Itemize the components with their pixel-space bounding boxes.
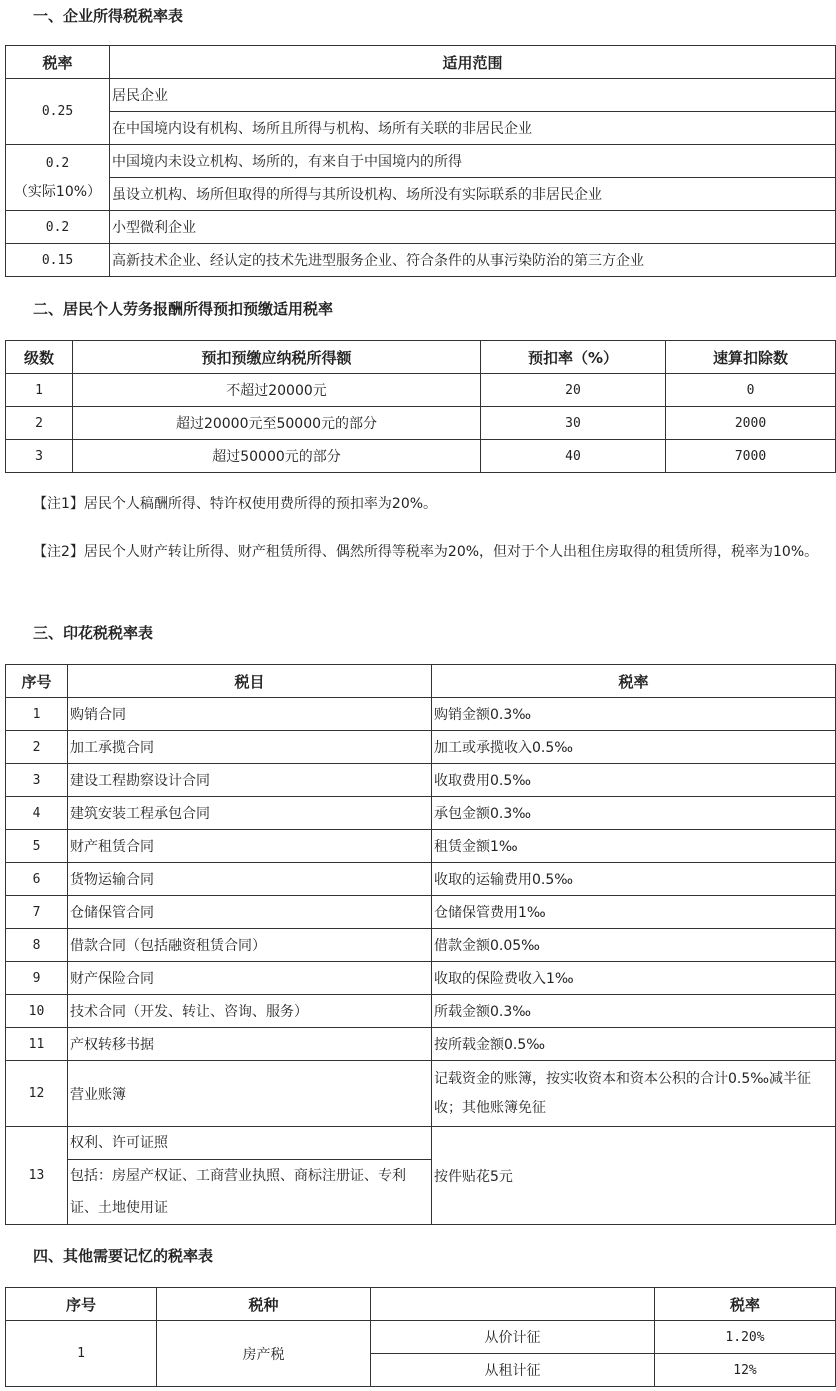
tax-item-cell: 建设工程勘察设计合同 (68, 764, 432, 797)
level-cell: 3 (6, 440, 73, 473)
tax-rate-cell: 所载金额0.3‰ (432, 995, 836, 1028)
header-tax-type: 税种 (157, 1288, 371, 1321)
table-row (6, 731, 836, 764)
table-row (6, 764, 836, 797)
rate-actual: （实际10%） (13, 183, 102, 200)
tax-type-cell: 房产税 (157, 1321, 371, 1387)
income-cell: 不超过20000元 (73, 374, 481, 407)
scope-cell: 中国境内未设立机构、场所的，有来自于中国境内的所得 (110, 145, 836, 178)
withholding-rate-cell: 40 (481, 440, 666, 473)
table-row (6, 896, 836, 929)
tax-rate-cell: 承包金额0.3‰ (432, 797, 836, 830)
table-row (6, 440, 836, 473)
stamp-tax-table (5, 664, 836, 1225)
tax-rate-cell: 仓储保管费用1‰ (432, 896, 836, 929)
withholding-rate-cell: 20 (481, 374, 666, 407)
section-2-title: 二、居民个人劳务报酬所得预扣预缴适用税率 (33, 300, 334, 318)
tax-rate-cell: 12% (655, 1354, 836, 1387)
scope-cell: 小型微利企业 (110, 211, 836, 244)
no-cell: 12 (6, 1061, 68, 1127)
header-rate: 税率 (6, 46, 110, 79)
header-level: 级数 (6, 341, 73, 374)
quick-deduction-cell: 2000 (666, 407, 836, 440)
tax-rate-cell: 记载资金的账簿，按实收资本和资本公积的合计0.5‰减半征收；其他账簿免征 (432, 1061, 836, 1127)
tax-item-cell: 购销合同 (68, 698, 432, 731)
rate-value: 0.2 (45, 155, 70, 171)
tax-item-cell: 仓储保管合同 (68, 896, 432, 929)
no-cell: 2 (6, 731, 68, 764)
note-1: 【注1】居民个人稿酬所得、特许权使用费所得的预扣率为20%。 (33, 496, 438, 512)
header-withholding-rate: 预扣率（%） (481, 341, 666, 374)
quick-deduction-cell: 0 (666, 374, 836, 407)
other-tax-table (5, 1287, 836, 1387)
tax-item-cell: 财产租赁合同 (68, 830, 432, 863)
no-cell: 9 (6, 962, 68, 995)
section-4-title: 四、其他需要记忆的税率表 (33, 1247, 214, 1265)
tax-item-cell: 财产保险合同 (68, 962, 432, 995)
no-cell: 10 (6, 995, 68, 1028)
basis-cell: 从租计征 (371, 1354, 655, 1387)
header-basis (371, 1288, 655, 1321)
no-cell: 13 (6, 1127, 68, 1225)
tax-rate-cell: 借款金额0.05‰ (432, 929, 836, 962)
tax-item-cell: 产权转移书据 (68, 1028, 432, 1061)
tax-rate-cell: 加工或承揽收入0.5‰ (432, 731, 836, 764)
header-income: 预扣预缴应纳税所得额 (73, 341, 481, 374)
basis-cell: 从价计征 (371, 1321, 655, 1354)
section-1-title: 一、企业所得税税率表 (33, 7, 184, 25)
quick-deduction-cell: 7000 (666, 440, 836, 473)
table-row (6, 1127, 836, 1225)
labor-remuneration-table (5, 340, 836, 473)
income-cell: 超过20000元至50000元的部分 (73, 407, 481, 440)
table-row (6, 1028, 836, 1061)
note-2: 【注2】居民个人财产转让所得、财产租赁所得、偶然所得等税率为20%，但对于个人出租住房取得的租赁所得，税率为10%。 (33, 544, 819, 560)
table-row (6, 995, 836, 1028)
withholding-rate-cell: 30 (481, 407, 666, 440)
header-tax-item: 税目 (68, 665, 432, 698)
table-row (6, 374, 836, 407)
table-row (6, 1061, 836, 1127)
tax-item-cell: 营业账簿 (68, 1061, 432, 1127)
tax-rate-cell: 按所载金额0.5‰ (432, 1028, 836, 1061)
table-row (6, 962, 836, 995)
corporate-income-tax-table (5, 45, 836, 277)
income-cell: 超过50000元的部分 (73, 440, 481, 473)
level-cell: 1 (6, 374, 73, 407)
tax-item-cell: 货物运输合同 (68, 863, 432, 896)
tax-item-cell: 建筑安装工程承包合同 (68, 797, 432, 830)
table-row (6, 863, 836, 896)
no-cell: 7 (6, 896, 68, 929)
tax-item-cell: 技术合同（开发、转让、咨询、服务） (68, 995, 432, 1028)
no-cell: 6 (6, 863, 68, 896)
table-row (6, 698, 836, 731)
scope-cell: 虽设立机构、场所但取得的所得与其所设机构、场所没有实际联系的非居民企业 (110, 178, 836, 211)
header-tax-rate: 税率 (432, 665, 836, 698)
rate-cell: 0.25 (6, 79, 110, 145)
table-row (6, 797, 836, 830)
rate-cell (6, 145, 110, 211)
no-cell: 5 (6, 830, 68, 863)
header-no: 序号 (6, 665, 68, 698)
rate-cell: 0.2 (6, 211, 110, 244)
scope-cell: 高新技术企业、经认定的技术先进型服务企业、符合条件的从事污染防治的第三方企业 (110, 244, 836, 277)
no-cell: 11 (6, 1028, 68, 1061)
table-row (6, 407, 836, 440)
no-cell: 8 (6, 929, 68, 962)
tax-item-line-2: 包括：房屋产权证、工商营业执照、商标注册证、专利证、土地使用证 (70, 1168, 406, 1216)
header-no: 序号 (6, 1288, 157, 1321)
table-row (6, 1321, 836, 1354)
level-cell: 2 (6, 407, 73, 440)
tax-item-cell (68, 1127, 432, 1225)
tax-item-line-1: 权利、许可证照 (68, 1127, 431, 1160)
no-cell: 4 (6, 797, 68, 830)
rate-cell: 0.15 (6, 244, 110, 277)
tax-rate-cell: 收取的运输费用0.5‰ (432, 863, 836, 896)
tax-item-cell: 借款合同（包括融资租赁合同） (68, 929, 432, 962)
tax-item-cell: 加工承揽合同 (68, 731, 432, 764)
no-cell: 1 (6, 698, 68, 731)
section-3-title: 三、印花税税率表 (33, 624, 154, 642)
tax-rate-cell: 租赁金额1‰ (432, 830, 836, 863)
no-cell: 1 (6, 1321, 157, 1387)
header-tax-rate: 税率 (655, 1288, 836, 1321)
table-row (6, 830, 836, 863)
header-quick-deduction: 速算扣除数 (666, 341, 836, 374)
tax-rate-cell: 按件贴花5元 (432, 1127, 836, 1225)
header-scope: 适用范围 (110, 46, 836, 79)
tax-rate-cell: 收取的保险费收入1‰ (432, 962, 836, 995)
scope-cell: 居民企业 (110, 79, 836, 112)
scope-cell: 在中国境内设有机构、场所且所得与机构、场所有关联的非居民企业 (110, 112, 836, 145)
no-cell: 3 (6, 764, 68, 797)
tax-rate-cell: 购销金额0.3‰ (432, 698, 836, 731)
tax-rate-cell: 收取费用0.5‰ (432, 764, 836, 797)
tax-rate-cell: 1.20% (655, 1321, 836, 1354)
table-row (6, 929, 836, 962)
